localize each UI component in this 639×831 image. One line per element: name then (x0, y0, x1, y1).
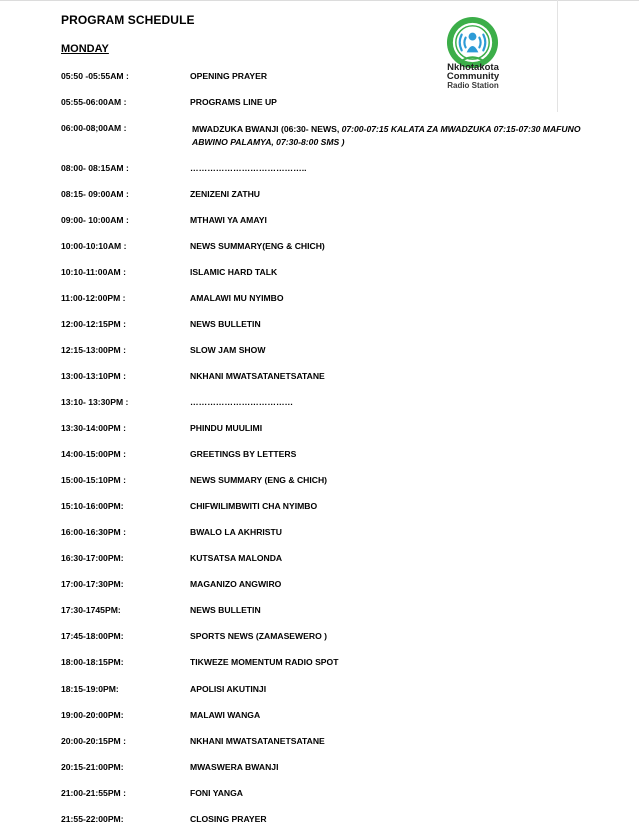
schedule-time: 17:00-17:30PM: (61, 579, 124, 589)
schedule-row (0, 293, 639, 307)
schedule-row (0, 762, 639, 776)
schedule-row (0, 319, 639, 333)
schedule-time: 13:10- 13:30PM : (61, 397, 129, 407)
schedule-row (0, 215, 639, 229)
schedule-time: 10:00-10:10AM : (61, 241, 127, 251)
schedule-time: 16:30-17:00PM: (61, 553, 124, 563)
logo-line-1: Nkhotakota (447, 62, 499, 73)
schedule-time: 20:15-21:00PM: (61, 762, 124, 772)
schedule-program: AMALAWI MU NYIMBO (190, 293, 284, 303)
schedule-row (0, 123, 639, 151)
schedule-time: 18:15-19:0PM: (61, 684, 119, 694)
schedule-time: 18:00-18:15PM: (61, 657, 124, 667)
station-logo (438, 15, 508, 99)
schedule-row (0, 397, 639, 411)
schedule-program: APOLISI AKUTINJI (190, 684, 267, 694)
schedule-row (0, 345, 639, 359)
schedule-row (0, 788, 639, 802)
schedule-program: MWASWERA BWANJI (190, 762, 279, 772)
schedule-row (0, 579, 639, 593)
schedule-program: KUTSATSA MALONDA (190, 553, 283, 563)
schedule-program: ………………………………….. (190, 163, 307, 173)
schedule-time: 05:55-06:00AM : (61, 97, 127, 107)
schedule-program: FONI YANGA (190, 788, 244, 798)
schedule-time: 21:55-22:00PM: (61, 814, 124, 824)
schedule-program: PHINDU MUULIMI (190, 423, 263, 433)
schedule-row (0, 241, 639, 255)
document-title: PROGRAM SCHEDULE (61, 13, 195, 27)
schedule-program: ZENIZENI ZATHU (190, 189, 261, 199)
schedule-program: SPORTS NEWS (ZAMASEWERO ) (190, 631, 328, 641)
schedule-row (0, 657, 639, 671)
schedule-time: 09:00- 10:00AM : (61, 215, 129, 225)
schedule-time: 15:10-16:00PM: (61, 501, 124, 511)
schedule-row (0, 371, 639, 385)
schedule-time: 14:00-15:00PM : (61, 449, 126, 459)
schedule-program: ……………………………… (190, 397, 294, 407)
schedule-row (0, 553, 639, 567)
schedule-row (0, 267, 639, 281)
schedule-time: 08:15- 09:00AM : (61, 189, 129, 199)
schedule-program: CHIFWILIMBWITI CHA NYIMBO (190, 501, 318, 511)
schedule-row (0, 501, 639, 515)
schedule-program: MAGANIZO ANGWIRO (190, 579, 282, 589)
day-heading: MONDAY (61, 43, 109, 55)
schedule-program: PROGRAMS LINE UP (190, 97, 277, 107)
schedule-time: 13:00-13:10PM : (61, 371, 126, 381)
schedule-time: 12:15-13:00PM : (61, 345, 126, 355)
schedule-program: BWALO LA AKHRISTU (190, 527, 282, 537)
schedule-time: 05:50 -05:55AM : (61, 71, 129, 81)
schedule-program: MTHAWI YA AMAYI (190, 215, 267, 225)
schedule-time: 12:00-12:15PM : (61, 319, 126, 329)
schedule-program: CLOSING PRAYER (190, 814, 267, 824)
schedule-program: TIKWEZE MOMENTUM RADIO SPOT (190, 657, 339, 667)
schedule-time: 11:00-12:00PM : (61, 293, 126, 303)
schedule-time: 16:00-16:30PM : (61, 527, 126, 537)
schedule-program: NEWS BULLETIN (190, 319, 261, 329)
schedule-program: ISLAMIC HARD TALK (190, 267, 278, 277)
schedule-program: GREETINGS BY LETTERS (190, 449, 297, 459)
schedule-row (0, 475, 639, 489)
schedule-time: 17:45-18:00PM: (61, 631, 124, 641)
schedule-time: 21:00-21:55PM : (61, 788, 126, 798)
schedule-row (0, 736, 639, 750)
schedule-time: 15:00-15:10PM : (61, 475, 126, 485)
header-divider (557, 0, 558, 112)
schedule-program: SLOW JAM SHOW (190, 345, 266, 355)
schedule-row (0, 97, 639, 111)
schedule-row (0, 189, 639, 203)
logo-line-2: Community (446, 71, 500, 82)
schedule-time: 17:30-1745PM: (61, 605, 121, 615)
schedule-time: 10:10-11:00AM : (61, 267, 126, 277)
schedule-time: 08:00- 08:15AM : (61, 163, 129, 173)
schedule-program: NKHANI MWATSATANETSATANE (190, 371, 325, 381)
schedule-program: NEWS BULLETIN (190, 605, 261, 615)
schedule-row (0, 814, 639, 828)
logo-line-3: Radio Station (447, 81, 499, 90)
schedule-program (192, 123, 612, 149)
schedule-row (0, 527, 639, 541)
schedule-program: MALAWI WANGA (190, 710, 261, 720)
schedule-time: 19:00-20:00PM: (61, 710, 124, 720)
schedule-time: 06:00-08;00AM : (61, 123, 127, 133)
schedule-row (0, 605, 639, 619)
schedule-program-title: MWADZUKA BWANJI (06:30- NEWS, (192, 124, 340, 134)
top-border (0, 0, 639, 1)
schedule-row (0, 684, 639, 698)
schedule-row (0, 71, 639, 85)
schedule-row (0, 631, 639, 645)
schedule-time: 13:30-14:00PM : (61, 423, 126, 433)
schedule-time: 20:00-20:15PM : (61, 736, 126, 746)
schedule-program: OPENING PRAYER (190, 71, 268, 81)
schedule-row (0, 449, 639, 463)
schedule-program-detail: 07:00-07:15 KALATA ZA MWADZUKA 07:15-07:30 MAFUNO ABWINO PALAMYA, 07:30-8:00 SMS ) (192, 124, 581, 147)
schedule-program: NEWS SUMMARY (ENG & CHICH) (190, 475, 328, 485)
schedule-program: NEWS SUMMARY(ENG & CHICH) (190, 241, 325, 251)
schedule-row (0, 163, 639, 177)
schedule-program: NKHANI MWATSATANETSATANE (190, 736, 325, 746)
schedule-row (0, 710, 639, 724)
schedule-row (0, 423, 639, 437)
